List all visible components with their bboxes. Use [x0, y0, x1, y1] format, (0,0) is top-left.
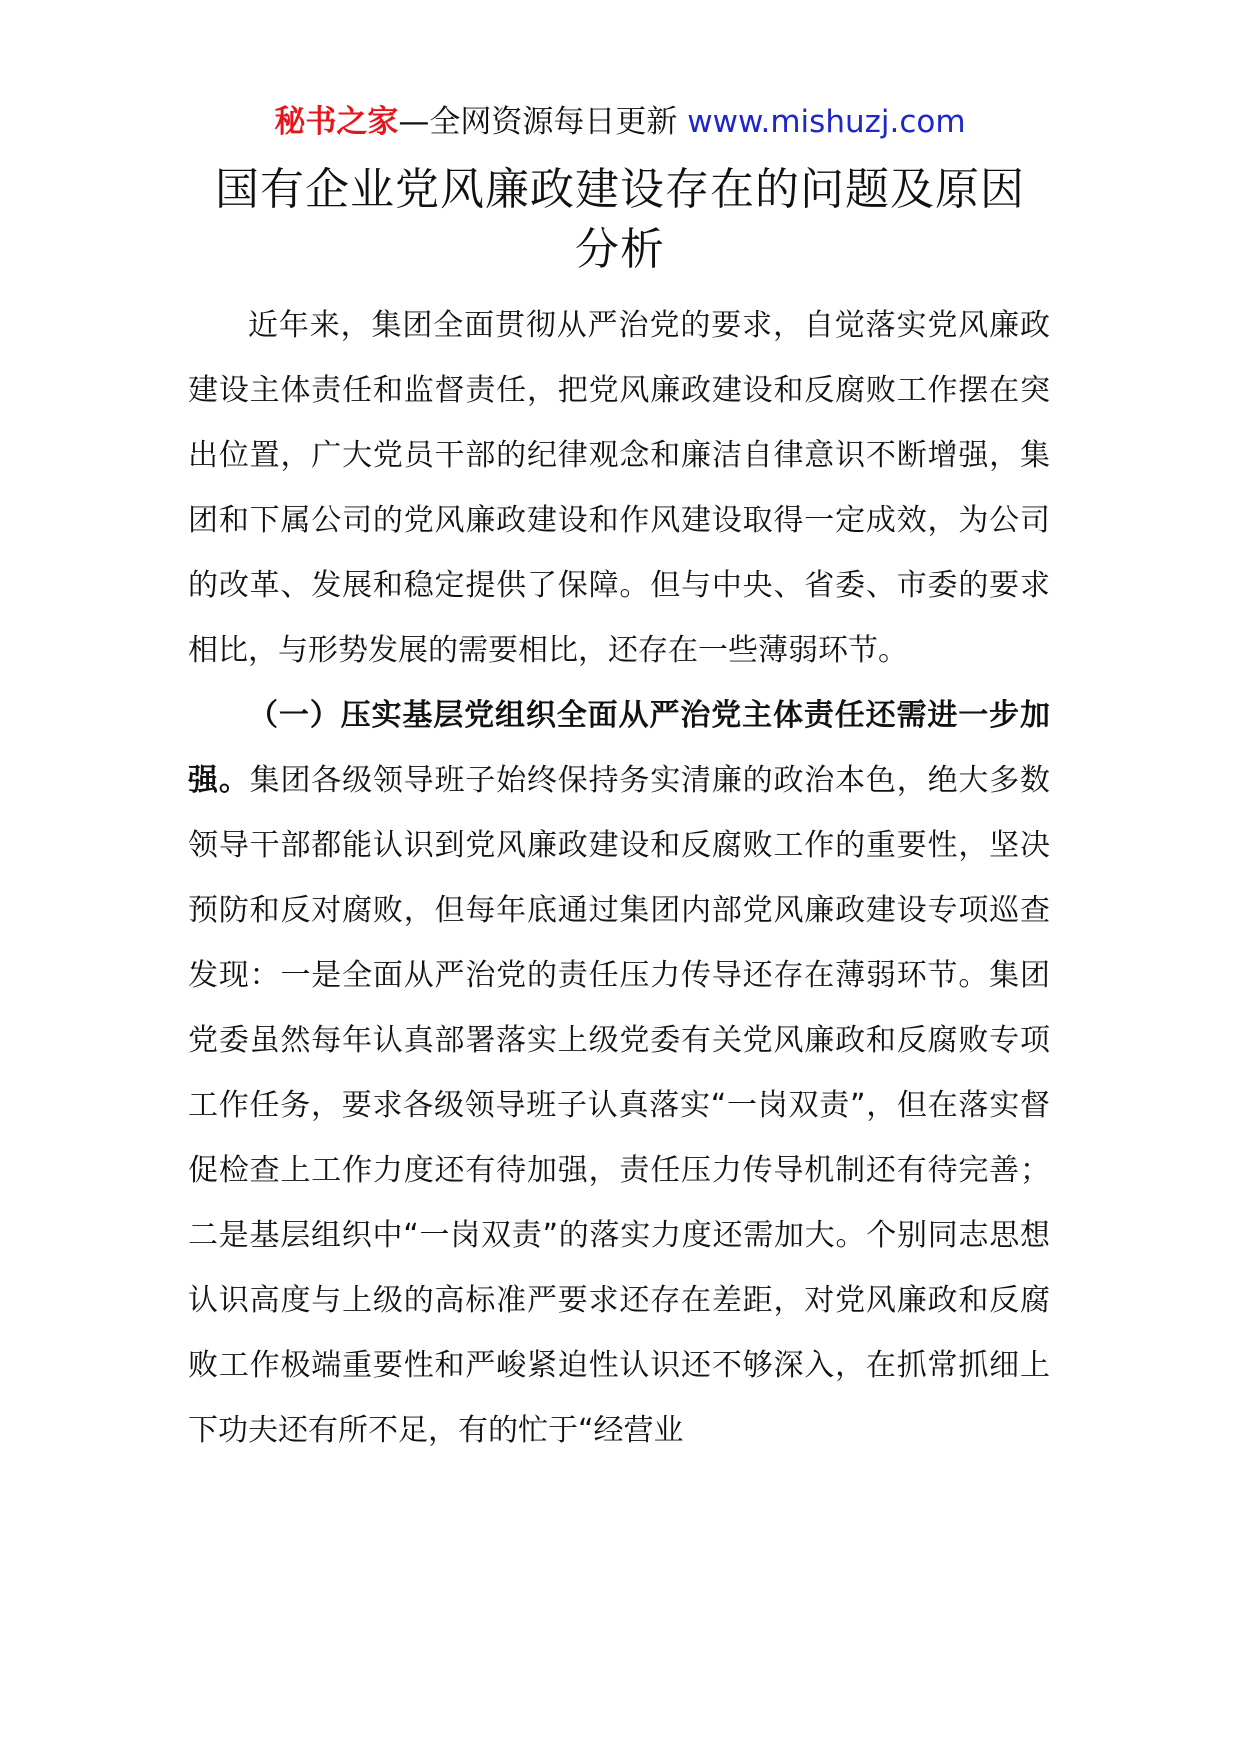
section-1-heading: （一）压实基层党组织全面从严治党主体责任还需进一步加强。: [188, 698, 1050, 798]
document-body: [188, 293, 1050, 1463]
site-brand: 秘书之家: [274, 104, 399, 140]
section-1-body: 集团各级领导班子始终保持务实清廉的政治本色，绝大多数领导干部都能认识到党风廉政建设和反腐败工作的重要性，坚决预防和反对腐败，但每年底通过集团内部党风廉政建设专项巡查发现：一是全面从严治党的责任压力传导还存在薄弱环节。集团党委虽然每年认真部署落实上级党委有关党风廉政和反腐败专项工作任务，要求各级领导班子认真落实“一岗双责”，但在落实督促检查上工作力度还有待加强，责任压力传导机制还有待完善；二是基层组织中“一岗双责”的落实力度还需加大。个别同志思想认识高度与上级的高标准严要求还存在差距，对党风廉政和反腐败工作极端重要性和严峻紧迫性认识还不够深入，在抓常抓细上下功夫还有所不足，有的忙于“经营业: [188, 763, 1051, 1448]
site-header: [0, 100, 1240, 144]
document-title-line-2: 分析: [575, 224, 665, 275]
site-url-link[interactable]: www.mishuzj.com: [687, 104, 966, 140]
document-title-line-1: 国有企业党风廉政建设存在的问题及原因: [215, 164, 1025, 215]
document-title: [190, 160, 1050, 280]
section-1-paragraph: [188, 683, 1050, 1463]
site-tagline: —全网资源每日更新: [398, 104, 688, 140]
intro-paragraph: 近年来，集团全面贯彻从严治党的要求，自觉落实党风廉政建设主体责任和监督责任，把党风廉政建设和反腐败工作摆在突出位置，广大党员干部的纪律观念和廉洁自律意识不断增强，集团和下属公司的党风廉政建设和作风建设取得一定成效，为公司的改革、发展和稳定提供了保障。但与中央、省委、市委的要求相比，与形势发展的需要相比，还存在一些薄弱环节。: [188, 308, 1050, 668]
